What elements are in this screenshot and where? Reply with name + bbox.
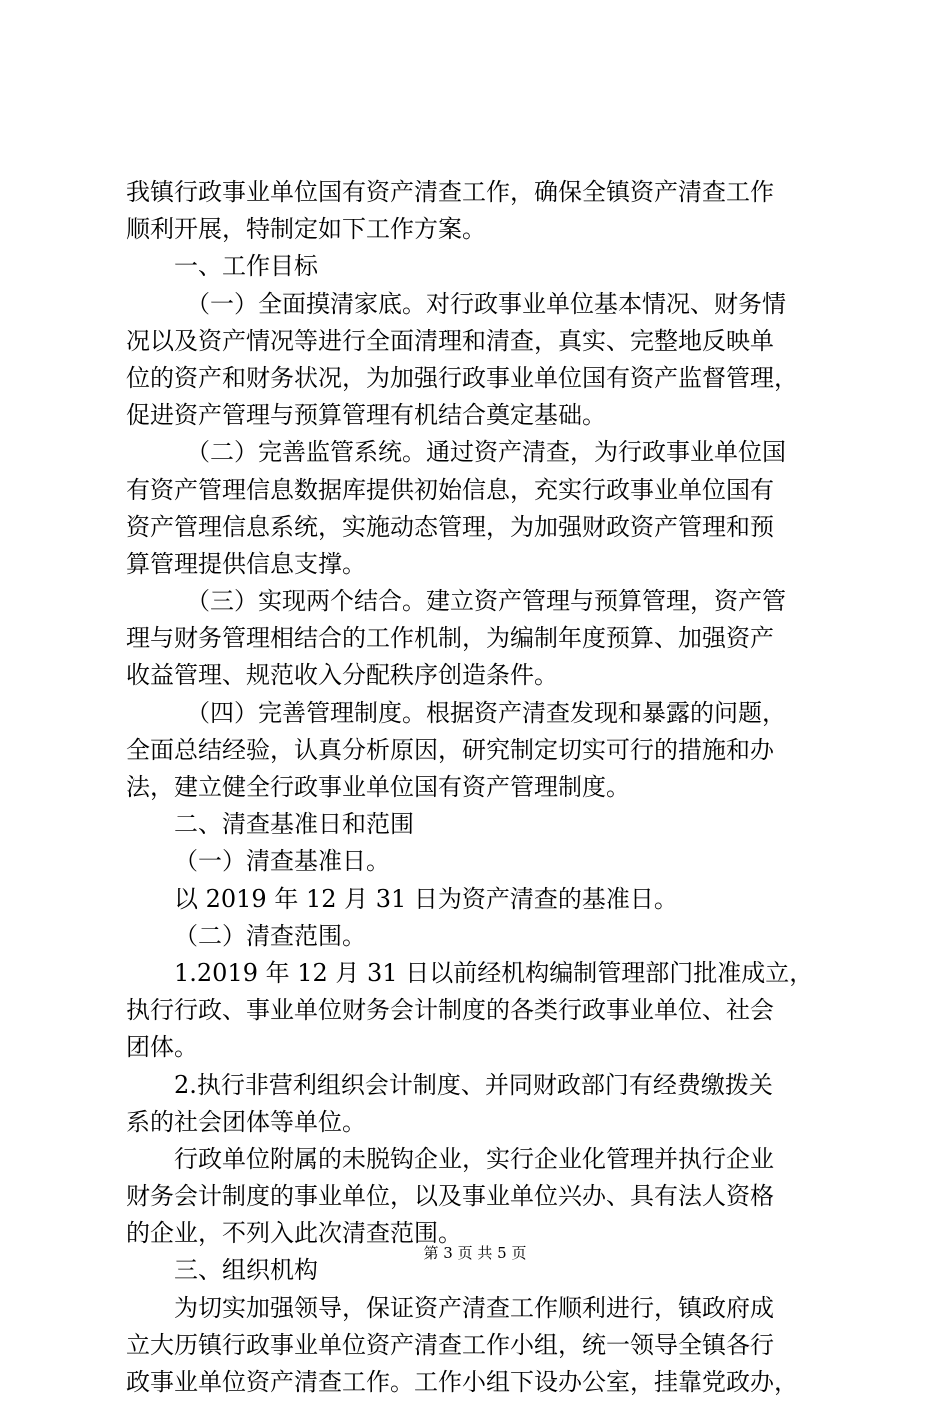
section-heading: 一、工作目标 (174, 252, 318, 281)
section-heading: 二、清查基准日和范围 (174, 810, 414, 839)
text-line: 理与财务管理相结合的工作机制，为编制年度预算、加强资产 (126, 624, 774, 653)
body-text (126, 174, 836, 1401)
text-line: 顺利开展，特制定如下工作方案。 (126, 215, 486, 244)
text-line: 以 2019 年 12 月 31 日为资产清查的基准日。 (174, 884, 678, 913)
subsection-heading: （一）清查基准日。 (174, 847, 390, 876)
text-line: 立大历镇行政事业单位资产清查工作小组，统一领导全镇各行 (126, 1330, 774, 1359)
text-line: 执行行政、事业单位财务会计制度的各类行政事业单位、社会 (126, 996, 774, 1025)
text-line: 财务会计制度的事业单位，以及事业单位兴办、具有法人资格 (126, 1182, 774, 1211)
text-line: 的企业，不列入此次清查范围。 (126, 1219, 462, 1248)
text-line: （一）全面摸清家底。对行政事业单位基本情况、财务情 (186, 289, 786, 318)
text-line: （三）实现两个结合。建立资产管理与预算管理，资产管 (186, 587, 786, 616)
text-line: 资产管理信息系统，实施动态管理，为加强财政资产管理和预 (126, 512, 774, 541)
text-line: 团体。 (126, 1033, 198, 1062)
text-line: 法，建立健全行政事业单位国有资产管理制度。 (126, 773, 630, 801)
text-line: 1.2019 年 12 月 31 日以前经机构编制管理部门批准成立， (174, 958, 814, 987)
subsection-heading: （二）清查范围。 (174, 921, 366, 950)
text-line: 全面总结经验，认真分析原因，研究制定切实可行的措施和办 (126, 735, 774, 764)
text-line: 算管理提供信息支撑。 (126, 549, 366, 578)
text-line: 2.执行非营利组织会计制度、并同财政部门有经费缴拨关 (174, 1070, 773, 1099)
text-line: 有资产管理信息数据库提供初始信息，充实行政事业单位国有 (126, 475, 774, 504)
text-line: 况以及资产情况等进行全面清理和清查，真实、完整地反映单 (126, 326, 774, 355)
text-line: 政事业单位资产清查工作。工作小组下设办公室，挂靠党政办， (126, 1368, 798, 1396)
text-line: 行政单位附属的未脱钩企业，实行企业化管理并执行企业 (174, 1144, 774, 1173)
text-line: 为切实加强领导，保证资产清查工作顺利进行，镇政府成 (174, 1293, 774, 1322)
text-line: 系的社会团体等单位。 (126, 1107, 366, 1136)
text-line: 位的资产和财务状况，为加强行政事业单位国有资产监督管理， (126, 363, 798, 392)
page-number-footer: 第 3 页 共 5 页 (423, 1244, 527, 1262)
text-line: 收益管理、规范收入分配秩序创造条件。 (126, 661, 558, 690)
text-line: （二）完善监管系统。通过资产清查，为行政事业单位国 (186, 438, 786, 467)
section-heading: 三、组织机构 (174, 1256, 318, 1285)
text-line: （四）完善管理制度。根据资产清查发现和暴露的问题， (186, 698, 786, 727)
text-line: 我镇行政事业单位国有资产清查工作，确保全镇资产清查工作 (126, 178, 774, 206)
text-line: 促进资产管理与预算管理有机结合奠定基础。 (126, 401, 606, 430)
